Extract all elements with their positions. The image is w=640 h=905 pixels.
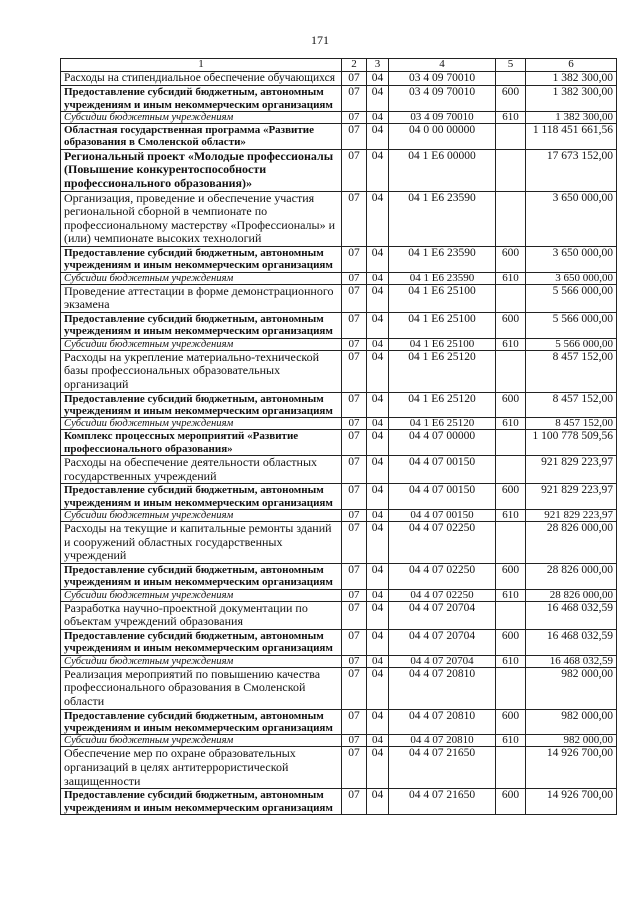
row-expense-type-cell: 600 (496, 789, 526, 815)
row-name-cell: Субсидии бюджетным учреждениям (61, 418, 342, 430)
row-expense-type-cell: 600 (496, 312, 526, 338)
row-amount-cell: 3 650 000,00 (526, 191, 617, 246)
table-row (61, 655, 617, 667)
row-name-cell: Областная государственная программа «Развитие образования в Смоленской области» (61, 124, 342, 150)
table-row (61, 246, 617, 272)
row-target-article-cell: 04 4 07 20704 (389, 655, 496, 667)
row-target-article-cell: 04 4 07 02250 (389, 563, 496, 589)
row-amount-cell: 14 926 700,00 (526, 789, 617, 815)
row-subsection-cell: 04 (367, 350, 389, 392)
row-subsection-cell: 04 (367, 510, 389, 522)
row-name-cell: Субсидии бюджетным учреждениям (61, 735, 342, 747)
row-name-cell: Предоставление субсидий бюджетным, автономным учреждениям и иным некоммерческим организациям (61, 312, 342, 338)
row-expense-type-cell: 610 (496, 418, 526, 430)
row-section-cell: 07 (342, 72, 367, 86)
row-expense-type-cell (496, 124, 526, 150)
row-amount-cell: 982 000,00 (526, 735, 617, 747)
row-target-article-cell: 04 4 07 21650 (389, 789, 496, 815)
row-amount-cell: 8 457 152,00 (526, 392, 617, 418)
row-target-article-cell: 04 1 E6 23590 (389, 191, 496, 246)
row-target-article-cell: 04 1 E6 23590 (389, 246, 496, 272)
row-target-article-cell: 04 1 E6 25100 (389, 338, 496, 350)
row-name-cell: Предоставление субсидий бюджетным, автономным учреждениям и иным некоммерческим организациям (61, 709, 342, 735)
row-section-cell: 07 (342, 589, 367, 601)
row-expense-type-cell: 600 (496, 484, 526, 510)
row-target-article-cell: 04 4 07 20704 (389, 601, 496, 629)
table-row (61, 86, 617, 112)
row-section-cell: 07 (342, 392, 367, 418)
row-name-cell: Разработка научно-проектной документации по объектам учреждений образования (61, 601, 342, 629)
row-target-article-cell: 04 4 07 20704 (389, 629, 496, 655)
row-target-article-cell: 04 1 E6 00000 (389, 149, 496, 191)
row-amount-cell: 16 468 032,59 (526, 629, 617, 655)
row-section-cell: 07 (342, 149, 367, 191)
row-target-article-cell: 04 4 07 00000 (389, 430, 496, 456)
row-section-cell: 07 (342, 655, 367, 667)
row-expense-type-cell (496, 149, 526, 191)
row-name-cell: Субсидии бюджетным учреждениям (61, 589, 342, 601)
row-target-article-cell: 04 4 07 20810 (389, 667, 496, 709)
row-name-cell: Организация, проведение и обеспечение участия региональной сборной в чемпионате по профессиональному мастерству «Профессионалы» и (или) чемпионате высоких технологий (61, 191, 342, 246)
row-expense-type-cell: 600 (496, 629, 526, 655)
row-subsection-cell: 04 (367, 418, 389, 430)
row-subsection-cell: 04 (367, 629, 389, 655)
row-expense-type-cell: 610 (496, 655, 526, 667)
row-subsection-cell: 04 (367, 709, 389, 735)
row-name-cell: Проведение аттестации в форме демонстрационного экзамена (61, 284, 342, 312)
table-row (61, 510, 617, 522)
row-subsection-cell: 04 (367, 112, 389, 124)
row-name-cell: Предоставление субсидий бюджетным, автономным учреждениям и иным некоммерческим организациям (61, 86, 342, 112)
row-target-article-cell: 04 4 07 20810 (389, 735, 496, 747)
row-section-cell: 07 (342, 510, 367, 522)
row-amount-cell: 982 000,00 (526, 709, 617, 735)
table-row (61, 312, 617, 338)
table-row (61, 191, 617, 246)
row-subsection-cell: 04 (367, 484, 389, 510)
row-expense-type-cell (496, 522, 526, 564)
row-amount-cell: 982 000,00 (526, 667, 617, 709)
row-amount-cell: 28 826 000,00 (526, 589, 617, 601)
row-expense-type-cell (496, 747, 526, 789)
row-target-article-cell: 04 4 07 00150 (389, 456, 496, 484)
row-section-cell: 07 (342, 629, 367, 655)
table-row (61, 735, 617, 747)
row-name-cell: Предоставление субсидий бюджетным, автономным учреждениям и иным некоммерческим организациям (61, 246, 342, 272)
row-subsection-cell: 04 (367, 72, 389, 86)
row-amount-cell: 8 457 152,00 (526, 350, 617, 392)
row-expense-type-cell (496, 430, 526, 456)
table-row (61, 601, 617, 629)
row-subsection-cell: 04 (367, 149, 389, 191)
row-name-cell: Расходы на текущие и капитальные ремонты зданий и сооружений областных государственных учреждений (61, 522, 342, 564)
table-header-row (61, 59, 617, 72)
row-subsection-cell: 04 (367, 392, 389, 418)
row-subsection-cell: 04 (367, 312, 389, 338)
row-amount-cell: 1 100 778 509,56 (526, 430, 617, 456)
row-section-cell: 07 (342, 246, 367, 272)
row-section-cell: 07 (342, 124, 367, 150)
row-amount-cell: 1 382 300,00 (526, 72, 617, 86)
column-header: 6 (526, 59, 617, 72)
row-section-cell: 07 (342, 601, 367, 629)
row-amount-cell: 3 650 000,00 (526, 272, 617, 284)
table-row (61, 747, 617, 789)
row-target-article-cell: 04 4 07 21650 (389, 747, 496, 789)
row-name-cell: Реализация мероприятий по повышению качества профессионального образования в Смоленской области (61, 667, 342, 709)
row-section-cell: 07 (342, 484, 367, 510)
row-section-cell: 07 (342, 563, 367, 589)
row-amount-cell: 5 566 000,00 (526, 338, 617, 350)
table-row (61, 484, 617, 510)
column-header: 1 (61, 59, 342, 72)
row-subsection-cell: 04 (367, 563, 389, 589)
row-name-cell: Предоставление субсидий бюджетным, автономным учреждениям и иным некоммерческим организациям (61, 484, 342, 510)
row-expense-type-cell (496, 72, 526, 86)
row-name-cell: Предоставление субсидий бюджетным, автономным учреждениям и иным некоммерческим организациям (61, 392, 342, 418)
row-subsection-cell: 04 (367, 284, 389, 312)
row-subsection-cell: 04 (367, 456, 389, 484)
row-subsection-cell: 04 (367, 86, 389, 112)
table-row (61, 563, 617, 589)
row-name-cell: Предоставление субсидий бюджетным, автономным учреждениям и иным некоммерческим организациям (61, 789, 342, 815)
table-row (61, 667, 617, 709)
table-row (61, 149, 617, 191)
row-section-cell: 07 (342, 747, 367, 789)
row-expense-type-cell (496, 350, 526, 392)
row-subsection-cell: 04 (367, 191, 389, 246)
row-amount-cell: 921 829 223,97 (526, 510, 617, 522)
row-amount-cell: 1 118 451 661,56 (526, 124, 617, 150)
row-subsection-cell: 04 (367, 522, 389, 564)
column-header: 5 (496, 59, 526, 72)
row-section-cell: 07 (342, 709, 367, 735)
row-section-cell: 07 (342, 191, 367, 246)
row-target-article-cell: 04 4 07 02250 (389, 589, 496, 601)
row-expense-type-cell: 610 (496, 112, 526, 124)
row-section-cell: 07 (342, 456, 367, 484)
row-subsection-cell: 04 (367, 601, 389, 629)
row-name-cell: Региональный проект «Молодые профессионалы (Повышение конкурентоспособности профессионального образования)» (61, 149, 342, 191)
row-expense-type-cell: 600 (496, 709, 526, 735)
row-name-cell: Расходы на обеспечение деятельности областных государственных учреждений (61, 456, 342, 484)
row-target-article-cell: 04 1 E6 25120 (389, 350, 496, 392)
row-expense-type-cell: 600 (496, 392, 526, 418)
row-section-cell: 07 (342, 789, 367, 815)
row-target-article-cell: 04 4 07 00150 (389, 510, 496, 522)
table-row (61, 456, 617, 484)
row-amount-cell: 14 926 700,00 (526, 747, 617, 789)
row-target-article-cell: 04 4 07 20810 (389, 709, 496, 735)
row-subsection-cell: 04 (367, 735, 389, 747)
row-target-article-cell: 04 4 07 00150 (389, 484, 496, 510)
row-amount-cell: 28 826 000,00 (526, 522, 617, 564)
row-name-cell: Расходы на стипендиальное обеспечение обучающихся (61, 72, 342, 86)
row-subsection-cell: 04 (367, 246, 389, 272)
table-row (61, 72, 617, 86)
table-row (61, 629, 617, 655)
row-section-cell: 07 (342, 86, 367, 112)
column-header: 3 (367, 59, 389, 72)
row-name-cell: Предоставление субсидий бюджетным, автономным учреждениям и иным некоммерческим организациям (61, 629, 342, 655)
row-expense-type-cell: 600 (496, 246, 526, 272)
row-amount-cell: 1 382 300,00 (526, 86, 617, 112)
row-section-cell: 07 (342, 430, 367, 456)
table-row (61, 124, 617, 150)
table-row (61, 272, 617, 284)
row-expense-type-cell (496, 601, 526, 629)
table-row (61, 789, 617, 815)
table-row (61, 392, 617, 418)
row-name-cell: Комплекс процессных мероприятий «Развитие профессионального образования» (61, 430, 342, 456)
row-subsection-cell: 04 (367, 747, 389, 789)
row-expense-type-cell: 610 (496, 589, 526, 601)
row-section-cell: 07 (342, 112, 367, 124)
row-target-article-cell: 04 1 E6 23590 (389, 272, 496, 284)
row-target-article-cell: 04 1 E6 25100 (389, 312, 496, 338)
row-name-cell: Субсидии бюджетным учреждениям (61, 112, 342, 124)
row-amount-cell: 5 566 000,00 (526, 312, 617, 338)
table-row (61, 418, 617, 430)
row-name-cell: Расходы на укрепление материально-технической базы профессиональных образовательных организаций (61, 350, 342, 392)
table-row (61, 284, 617, 312)
row-subsection-cell: 04 (367, 789, 389, 815)
row-expense-type-cell: 610 (496, 272, 526, 284)
row-name-cell: Предоставление субсидий бюджетным, автономным учреждениям и иным некоммерческим организациям (61, 563, 342, 589)
row-target-article-cell: 03 4 09 70010 (389, 72, 496, 86)
row-expense-type-cell: 610 (496, 735, 526, 747)
table-row (61, 589, 617, 601)
row-target-article-cell: 04 4 07 02250 (389, 522, 496, 564)
row-subsection-cell: 04 (367, 589, 389, 601)
row-section-cell: 07 (342, 338, 367, 350)
row-name-cell: Субсидии бюджетным учреждениям (61, 655, 342, 667)
row-amount-cell: 16 468 032,59 (526, 655, 617, 667)
table-row (61, 709, 617, 735)
row-amount-cell: 921 829 223,97 (526, 484, 617, 510)
column-header: 2 (342, 59, 367, 72)
row-target-article-cell: 03 4 09 70010 (389, 86, 496, 112)
table-row (61, 350, 617, 392)
budget-table (60, 58, 617, 815)
row-target-article-cell: 04 1 E6 25120 (389, 392, 496, 418)
row-section-cell: 07 (342, 312, 367, 338)
row-section-cell: 07 (342, 350, 367, 392)
table-row (61, 522, 617, 564)
row-name-cell: Обеспечение мер по охране образовательных организаций в целях антитеррористической защищенности (61, 747, 342, 789)
row-expense-type-cell (496, 456, 526, 484)
row-amount-cell: 1 382 300,00 (526, 112, 617, 124)
row-name-cell: Субсидии бюджетным учреждениям (61, 272, 342, 284)
row-section-cell: 07 (342, 735, 367, 747)
row-expense-type-cell: 610 (496, 510, 526, 522)
row-subsection-cell: 04 (367, 655, 389, 667)
table-row (61, 430, 617, 456)
row-expense-type-cell: 600 (496, 563, 526, 589)
column-header: 4 (389, 59, 496, 72)
row-subsection-cell: 04 (367, 338, 389, 350)
row-expense-type-cell (496, 284, 526, 312)
row-target-article-cell: 03 4 09 70010 (389, 112, 496, 124)
table-row (61, 338, 617, 350)
row-amount-cell: 5 566 000,00 (526, 284, 617, 312)
row-section-cell: 07 (342, 284, 367, 312)
row-name-cell: Субсидии бюджетным учреждениям (61, 510, 342, 522)
table-row (61, 112, 617, 124)
row-target-article-cell: 04 0 00 00000 (389, 124, 496, 150)
row-expense-type-cell (496, 667, 526, 709)
row-amount-cell: 16 468 032,59 (526, 601, 617, 629)
row-subsection-cell: 04 (367, 124, 389, 150)
row-subsection-cell: 04 (367, 667, 389, 709)
row-amount-cell: 28 826 000,00 (526, 563, 617, 589)
row-section-cell: 07 (342, 667, 367, 709)
row-expense-type-cell: 600 (496, 86, 526, 112)
row-section-cell: 07 (342, 418, 367, 430)
row-amount-cell: 8 457 152,00 (526, 418, 617, 430)
row-expense-type-cell: 610 (496, 338, 526, 350)
row-target-article-cell: 04 1 E6 25120 (389, 418, 496, 430)
row-subsection-cell: 04 (367, 272, 389, 284)
page-number: 171 (311, 33, 329, 47)
row-amount-cell: 921 829 223,97 (526, 456, 617, 484)
row-expense-type-cell (496, 191, 526, 246)
row-amount-cell: 3 650 000,00 (526, 246, 617, 272)
row-section-cell: 07 (342, 522, 367, 564)
row-subsection-cell: 04 (367, 430, 389, 456)
row-name-cell: Субсидии бюджетным учреждениям (61, 338, 342, 350)
row-section-cell: 07 (342, 272, 367, 284)
row-amount-cell: 17 673 152,00 (526, 149, 617, 191)
row-target-article-cell: 04 1 E6 25100 (389, 284, 496, 312)
